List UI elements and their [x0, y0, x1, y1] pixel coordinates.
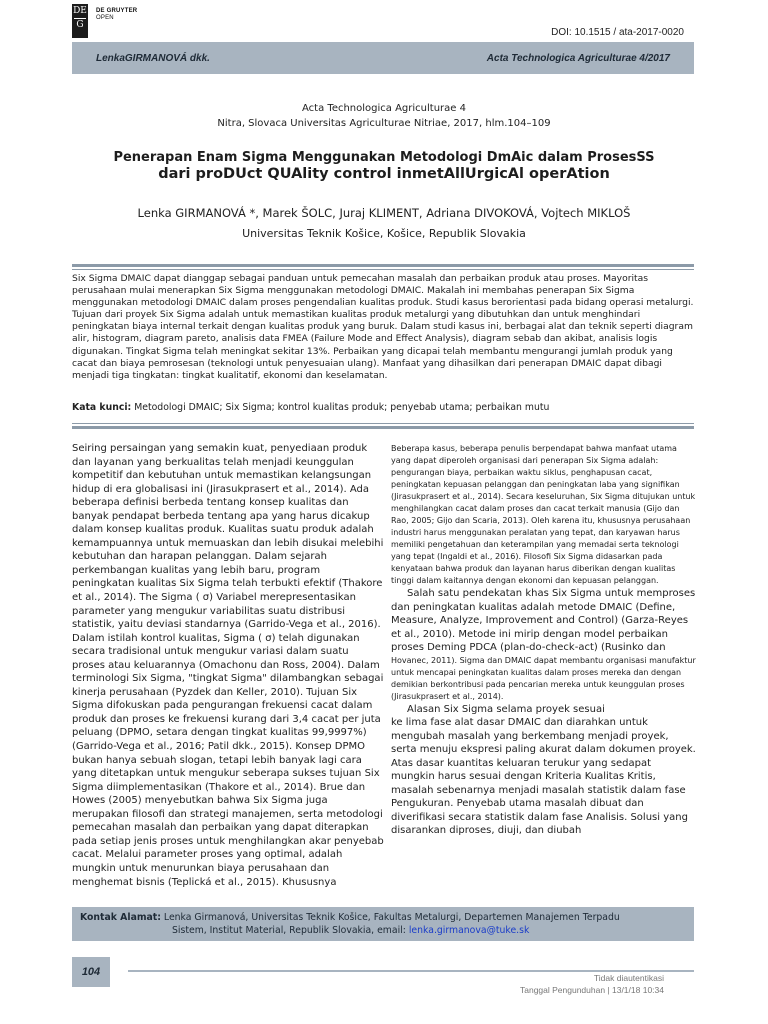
body-column-left: [72, 442, 384, 889]
running-header: [72, 42, 694, 74]
contact-address: [72, 907, 694, 941]
auth-status: Tidak diautentikasi: [593, 973, 664, 983]
keywords-text: Metodologi DMAIC; Six Sigma; kontrol kualitas produk; penyebab utama; perbaikan mutu: [131, 402, 550, 413]
article-title-line2: dari proDUct QUAlity control inmetAllUrgicAl operAtion: [158, 166, 610, 182]
affiliation: Universitas Teknik Košice, Košice, Republik Slovakia: [242, 227, 526, 240]
body-paragraph: Beberapa kasus, beberapa penulis berpendapat bahwa manfaat utama yang dapat diperoleh organisasi dari penerapan Six Sigma adalah: pengurangan biaya, perbaikan waktu siklus, penghapusan cacat, peningkatan kepuasan pelanggan dan peningkatan laba yang signifikan (Jirasukprasert et al., 2014). Secara keseluruhan, Six Sigma ditujukan untuk menghilangkan cacat dalam proses dan cacat terkait manusia (Gijo dan Rao, 2005; Gijo dan Scaria, 2013). Oleh karena itu, khususnya perusahaan industri harus menggunakan peralatan yang tepat, dan karyawan harus memiliki pengetahuan dan keterampilan yang memadai serta teknologi yang tepat (Ingaldi et al., 2016). Filosofi Six Sigma didasarkan pada kenyataan bahwa produk dan layanan harus diberikan dengan kualitas tinggi dalam kaitannya dengan ekonomi dan kepuasan pelanggan.: [391, 444, 696, 585]
contact-email-link[interactable]: lenka.girmanova@tuke.sk: [408, 925, 530, 936]
abstract-bottom-rule: [72, 426, 694, 429]
body-paragraph: ke lima fase alat dasar DMAIC dan diarahkan untuk mengubah masalah yang berkembang menjadi proyek, serta menuju ekspresi paling akurat dalam dokumen proyek. Atas dasar kuantitas keluaran terukur yang sedapat mungkin harus sesuai dengan Kriteria Kualitas Kritis, masalah sebenarnya menjadi masalah statistik dalam fase Pengukuran. Penyebab utama masalah dibuat dan diverifikasi secara statistik dalam fase Analisis. Solusi yang disarankan diproses, diuji, dan diubah: [391, 717, 696, 836]
logo-bottom-text: G: [76, 20, 84, 30]
journal-info: [0, 101, 768, 131]
keywords-label: Kata kunci:: [72, 402, 132, 413]
abstract-top-rule: [72, 264, 694, 267]
body-paragraph: Hovanec, 2011). Sigma dan DMAIC dapat membantu organisasi manufaktur untuk mencapai peningkatan kualitas dalam proses mereka dan dengan demikian berkontribusi pada pencarian mereka untuk keunggulan proses (Jirasukprasert et al., 2014).: [391, 655, 696, 701]
abstract-top-rule-thin: [72, 269, 694, 270]
journal-name: Acta Technologica Agriculturae 4: [302, 103, 466, 114]
doi-text: DOI: 10.1515 / ata-2017-0020: [551, 27, 684, 38]
journal-citation: Nitra, Slovaca Universitas Agriculturae Nitriae, 2017, hlm.104–109: [217, 118, 551, 129]
publisher-line1: DE GRUYTER: [96, 8, 138, 14]
article-title-line1: Penerapan Enam Sigma Menggunakan Metodologi DmAic dalam ProsesSS: [113, 150, 655, 165]
body-column-right: [391, 443, 696, 838]
download-date: Tanggal Pengunduhan | 13/1/18 10:34: [519, 985, 664, 995]
keywords: [72, 402, 694, 413]
abstract-bottom-rule-thin: [72, 423, 694, 424]
logo-top-text: DE: [73, 6, 87, 16]
contact-label: Kontak Alamat:: [80, 912, 161, 923]
body-paragraph: Salah satu pendekatan khas Six Sigma untuk memproses dan peningkatan kualitas adalah metode DMAIC (Define, Measure, Analyze, Improvement and Control) (Garza-Reyes et al., 2010). Metode ini mirip dengan model perbaikan proses Deming PDCA (plan-do-check-act) (Rusinko dan: [391, 588, 696, 653]
running-header-authors: LenkaGIRMANOVÁ dkk.: [96, 52, 210, 64]
body-paragraph: Alasan Six Sigma selama proyek sesuai: [407, 703, 605, 715]
footer-info: [520, 972, 664, 996]
publisher-logo: [72, 4, 88, 38]
publisher-line2: OPEN: [96, 15, 114, 21]
author-list: Lenka GIRMANOVÁ *, Marek ŠOLC, Juraj KLIMENT, Adriana DIVOKOVÁ, Vojtech MIKLOŠ: [137, 206, 631, 220]
running-header-journal: Acta Technologica Agriculturae 4/2017: [486, 52, 670, 64]
abstract-text: Six Sigma DMAIC dapat dianggap sebagai panduan untuk pemecahan masalah dan perbaikan produk atau proses. Mayoritas perusahaan mulai menerapkan Six Sigma menggunakan metodologi DMAIC. Makalah ini membahas penerapan Six Sigma menggunakan metodologi DMAIC dalam proses pengendalian kualitas produk. Studi kasus berorientasi pada bidang operasi metalurgi. Tujuan dari proyek Six Sigma adalah untuk memastikan kualitas produk metalurgi yang dibutuhkan dan untuk menghindari peningkatan biaya internal terkait dengan kualitas produk yang buruk. Dalam studi kasus ini, berbagai alat dan teknik seperti diagram alir, histogram, diagram pareto, analisis data FMEA (Failure Mode and Effect Analysis), diagram sebab dan akibat, analisis logis digunakan. Tingkat Sigma telah meningkat sekitar 13%. Perbaikan yang dicapai telah membantu mengurangi jumlah produk yang cacat dan biaya pemrosesan (teknologi untuk penyesuaian ulang). Manfaat yang dihasilkan dari penerapan DMAIC dapat dibagi menjadi tiga tingkatan: tingkat kualitatif, ekonomi dan keselamatan.: [72, 273, 694, 381]
contact-line2: Sistem, Institut Material, Republik Slovakia, email:: [172, 925, 409, 936]
page-number: 104: [72, 957, 110, 987]
body-paragraph: Seiring persaingan yang semakin kuat, penyediaan produk dan layanan yang berkualitas telah menjadi keunggulan kompetitif dan kebutuhan untuk memastikan kelangsungan hidup di era globalisasi ini (Jirasukprasert et al., 2014). Ada beberapa definisi berbeda tentang konsep kualitas dan banyak pendapat berbeda tentang apa yang harus dicakup dalam konsep kualitas produk. Kualitas suatu produk adalah kemampuannya untuk memuaskan dan lebih disukai melebihi kebutuhan dan harapan pelanggan. Dalam sejarah perkembangan kualitas yang lebih baru, program peningkatan kualitas Six Sigma telah terbukti efektif (Thakore et al., 2014). The Sigma ( σ) Variabel merepresentasikan parameter yang mengukur variabilitas suatu distribusi statistik, yaitu deviasi standarnya (Garrido-Vega et al., 2016). Dalam istilah kontrol kualitas, Sigma ( σ) telah digunakan secara tradisional untuk mengukur variasi dalam suatu proses atau keluarannya (Omachonu dan Ross, 2004). Dalam terminologi Six Sigma, "tingkat Sigma" dilambangkan sebagai kinerja perusahaan (Pyzdek dan Keller, 2010). Tujuan Six Sigma difokuskan pada pengurangan frekuensi cacat dalam produk dan proses ke frekuensi kurang dari 3,4 cacat per juta peluang (DPMO, setara dengan tingkat kualitas 99,9997%) (Garrido-Vega et al., 2016; Patil dkk., 2015). Konsep DPMO bukan hanya sebuah slogan, tetapi lebih banyak lagi cara yang ditetapkan untuk mengukur seberapa sukses tujuan Six Sigma diimplementasikan (Thakore et al., 2014). Brue dan Howes (2005) menyebutkan bahwa Six Sigma juga merupakan filosofi dan strategi manajemen, serta metodologi pemecahan masalah dan perbaikan yang dapat diterapkan pada setiap jenis proses untuk menghilangkan akar penyebab cacat. Melalui parameter proses yang optimal, adalah mungkin untuk menurunkan biaya perusahaan dan menghemat bisnis (Teplická et al., 2015). Khususnya: [72, 443, 384, 888]
contact-line1: Lenka Girmanová, Universitas Teknik Košice, Fakultas Metalurgi, Departemen Manajemen Terpadu: [160, 912, 620, 923]
publisher-name: [96, 8, 137, 22]
